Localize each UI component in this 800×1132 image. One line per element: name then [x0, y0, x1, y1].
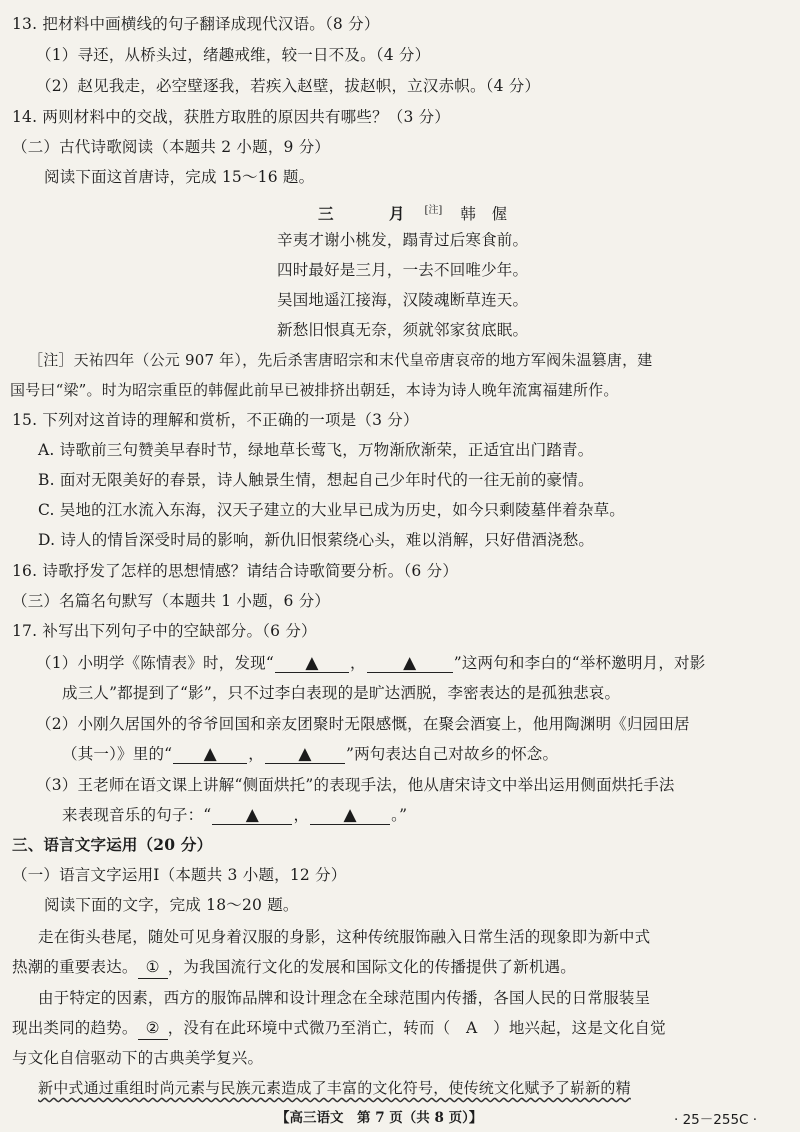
q17-item-2-comma: ，: [248, 745, 264, 763]
q17-blank-4[interactable]: [265, 745, 345, 764]
poem-author: 韩 偓: [460, 205, 508, 224]
passage-blank-1[interactable]: ①: [138, 956, 168, 979]
blank-marker: ▲: [403, 653, 417, 673]
section-3-heading: （三）名篇名句默写（本题共 1 小题，6 分）: [12, 592, 331, 610]
passage-p2-line-2: [12, 1017, 666, 1040]
part-3-intro: 阅读下面的文字，完成 18～20 题。: [44, 896, 299, 914]
passage-p2-text-b: ，没有在此环境中式微乃至消亡，转而（ A ）地兴起，这是文化自觉: [167, 1019, 666, 1037]
q17-title: 17. 补写出下列句子中的空缺部分。（6 分）: [12, 622, 317, 640]
q15-option-b: B. 面对无限美好的春景，诗人触景生情，想起自己少年时代的一往无前的豪情。: [38, 471, 594, 489]
passage-p1-text-a: 热潮的重要表达。: [12, 958, 138, 976]
q15-title: 15. 下列对这首诗的理解和赏析，不正确的一项是（3 分）: [12, 411, 419, 429]
page-footer-code: · 25－255C ·: [674, 1112, 758, 1128]
poem-title: 三 月: [318, 204, 425, 224]
page-footer-label: 【高三语文 第 7 页（共 8 页）】: [276, 1110, 483, 1126]
poem-line-1: 辛夷才谢小桃发，蹋青过后寒食前。: [277, 231, 529, 249]
q17-item-1-suffix: ”这两句和李白的“举杯邀明月，对影: [453, 654, 706, 672]
q17-blank-6[interactable]: [310, 806, 390, 825]
poem-line-4: 新愁旧恨真无奈，须就邻家贫底眠。: [277, 321, 529, 339]
q17-item-3-suffix: 。”: [391, 806, 408, 824]
q17-item-3-line-2: [62, 804, 407, 826]
passage-p3-line-1: 新中式通过重组时尚元素与民族元素造成了丰富的文化符号，使传统文化赋予了崭新的精: [38, 1079, 631, 1097]
poem-heading: [318, 200, 507, 225]
q16-title: 16. 诗歌抒发了怎样的思想情感？请结合诗歌简要分析。（6 分）: [12, 562, 459, 580]
q14-title: 14. 两则材料中的交战，获胜方取胜的原因共有哪些？（3 分）: [12, 108, 451, 126]
section-2-intro: 阅读下面这首唐诗，完成 15～16 题。: [44, 168, 315, 186]
passage-p1-line-1: 走在街头巷尾，随处可见身着汉服的身影，这种传统服饰融入日常生活的现象即为新中式: [38, 928, 651, 946]
q17-blank-3[interactable]: [173, 745, 247, 764]
passage-blank-2[interactable]: ②: [138, 1017, 168, 1040]
q17-blank-5[interactable]: [212, 806, 292, 825]
q17-item-1-line-1: [36, 652, 705, 674]
passage-p2-line-3: 与文化自信驱动下的古典美学复兴。: [12, 1049, 264, 1067]
q17-blank-1[interactable]: [275, 654, 349, 673]
section-2-heading: （二）古代诗歌阅读（本题共 2 小题，9 分）: [12, 138, 331, 156]
q17-item-1-prefix: （1）小明学《陈情表》时，发现“: [36, 654, 274, 672]
q15-option-d: D. 诗人的情旨深受时局的影响，新仇旧恨萦绕心头，难以消解，只好借酒浇愁。: [38, 531, 595, 549]
q17-item-1-comma: ，: [350, 654, 366, 672]
blank-marker: ▲: [343, 805, 357, 825]
blank-marker: ▲: [305, 653, 319, 673]
passage-p2-line-1: 由于特定的因素，西方的服饰品牌和设计理念在全球范围内传播，各国人民的日常服装呈: [38, 989, 651, 1007]
blank-marker: ▲: [298, 744, 312, 764]
q13-sentence-2: （2）赵见我走，必空壁逐我，若疾入赵壁，拔赵帜，立汉赤帜。（4 分）: [36, 77, 541, 95]
q17-item-2-line-1: （2）小刚久居国外的爷爷回国和亲友团聚时无限感慨，在聚会酒宴上，他用陶渊明《归园田居: [36, 715, 690, 733]
q17-blank-2[interactable]: [367, 654, 453, 673]
q17-item-2-line-2: [62, 743, 558, 765]
q15-option-a: A. 诗歌前三句赞美早春时节，绿地草长莺飞，万物渐欣渐荣，正适宜出门踏青。: [38, 441, 594, 459]
q15-option-c: C. 吴地的江水流入东海，汉天子建立的大业早已成为历史，如今只剩陵墓伴着杂草。: [38, 501, 625, 519]
q17-item-2-prefix: （其一）》里的“: [62, 745, 173, 763]
q13-sentence-1: （1）寻还，从桥头过，绪趣戒维，较一日不及。（4 分）: [36, 46, 431, 64]
poem-note-mark: [注]: [424, 205, 443, 216]
poem-note-line-1: ［注］天祐四年（公元 907 年），先后杀害唐昭宗和末代皇帝唐哀帝的地方军阀朱温篡唐，建: [28, 351, 653, 369]
q13-title: 13. 把材料中画横线的句子翻译成现代汉语。（8 分）: [12, 15, 380, 33]
poem-note-line-2: 国号曰“梁”。时为昭宗重臣的韩偓此前早已被排挤出朝廷，本诗为诗人晚年流寓福建所作。: [10, 381, 619, 399]
passage-p1-text-b: ，为我国流行文化的发展和国际文化的传播提供了新机遇。: [167, 958, 576, 976]
part-3-sub-1-heading: （一）语言文字运用Ⅰ（本题共 3 小题，12 分）: [12, 866, 347, 884]
part-3-heading: 三、语言文字运用（20 分）: [12, 835, 213, 854]
passage-p1-line-2: [12, 956, 576, 979]
q17-item-1-line-2: 成三人”都提到了“影”，只不过李白表现的是旷达洒脱，李密表达的是孤独悲哀。: [62, 684, 621, 702]
q17-item-2-suffix: ”两句表达自己对故乡的怀念。: [345, 745, 559, 763]
q17-item-3-line-1: （3）王老师在语文课上讲解“侧面烘托”的表现手法，他从唐宋诗文中举出运用侧面烘托手法: [36, 776, 675, 794]
poem-line-2: 四时最好是三月，一去不回唯少年。: [277, 261, 529, 279]
blank-marker: ▲: [245, 805, 260, 825]
blank-marker: ▲: [203, 744, 217, 764]
q17-item-3-comma: ，: [293, 806, 310, 824]
passage-p2-text-a: 现出类同的趋势。: [12, 1019, 138, 1037]
q17-item-3-prefix: 来表现音乐的句子：“: [62, 806, 212, 824]
poem-line-3: 吴国地遥江接海，汉陵魂断草连天。: [277, 291, 529, 309]
